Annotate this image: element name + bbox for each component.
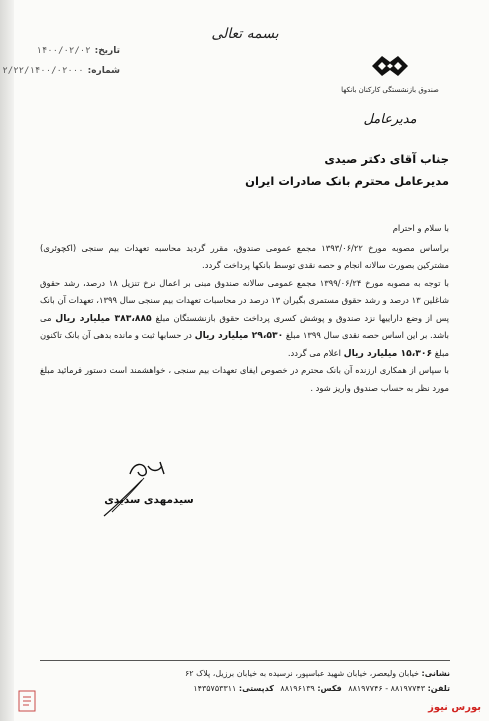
addressee-title: مدیرعامل محترم بانک صادرات ایران [245, 174, 449, 188]
paragraph-2-text-c: در حسابها ثبت و مانده بدهی آن بانک تاکنون مبلغ [40, 330, 449, 358]
organization-logo-icon [370, 52, 410, 80]
letter-footer [40, 666, 450, 696]
paragraph-2 [40, 275, 449, 363]
number-value: ۲/۲۲/۱۴۰۰/۰۲۰۰۰ [2, 66, 84, 76]
stamp-icon [16, 688, 38, 714]
signer-name: سیدمهدی سدیدی [104, 494, 194, 506]
paragraph-1: براساس مصوبه مورخ ۱۳۹۳/۰۶/۲۲ مجمع عمومی صندوق، مقرر گردید محاسبه تعهدات بیم سنجی (اکچوئری) مشترکین بصورت سالانه انجام و حصه نقدی توسط بانکها پرداخت گردد. [40, 242, 449, 270]
phone-label: تلفن: [427, 684, 450, 693]
footer-divider [40, 660, 450, 661]
footer-contact-row [40, 681, 450, 696]
phone-value: ۸۸۱۹۷۷۴۳ - ۸۸۱۹۷۷۴۶ [348, 684, 426, 693]
handwritten-signature [100, 452, 180, 520]
signer-role-handwritten: مدیرعامل [363, 112, 417, 127]
number-row [2, 66, 120, 76]
cash-share-amount: ۲۹،۵۳۰ میلیارد ریال [194, 330, 284, 341]
closing-paragraph: با سپاس از همکاری ارزنده آن بانک محترم در خصوص ایفای تعهدات بیم سنجی ، خواهشمند است دستور فرمائید مبلغ مورد نظر به حساب صندوق واریز شود . [40, 365, 449, 393]
fax-value: ۸۸۱۹۶۱۳۹ [280, 684, 315, 693]
paragraph-2-text-b: می باشد. بر این اساس حصه نقدی سال ۱۳۹۹ مبلغ [40, 312, 450, 340]
address-label: نشانی: [421, 669, 450, 678]
remaining-debt-amount: ۱۵،۳۰۶ میلیارد ریال [343, 347, 433, 359]
footer-address-row [40, 666, 450, 681]
postal-value: ۱۴۳۵۷۵۳۳۱۱ [193, 684, 237, 693]
number-label: شماره: [87, 66, 120, 76]
scan-edge [0, 0, 14, 721]
paragraph-2-text-a: با توجه به مصوبه مورخ ۱۳۹۹/۰۶/۲۴ مجمع عمومی سالانه صندوق مبنی بر اعمال نرخ تنزیل ۱۸ درصد، رشد حقوق شاغلین ۱۳ درصد و رشد حقوق مستمری بگیران ۱۳ درصد در محاسبات تعهدات بیم سنجی سال ۱۳۹۹، تعهدات آن بانک پس از وضع داراییها نزد صندوق و پوشش کسری پرداخت حقوق بازنشستگان مبلغ [40, 277, 450, 323]
addressee-name: جناب آقای دکتر صیدی [324, 152, 449, 166]
organization-name: صندوق بازنشستگی کارکنان بانکها [341, 86, 439, 94]
bismillah-heading: بسمه تعالی [211, 26, 279, 42]
fax-label: فکس: [317, 684, 342, 693]
postal-label: کدپستی: [238, 684, 274, 693]
letter-metadata [2, 46, 120, 86]
letter-body [40, 220, 449, 397]
addressee-block [149, 148, 449, 192]
date-row [10, 46, 120, 56]
date-value: ۱۴۰۰/۰۲/۰۲ [36, 46, 91, 56]
paragraph-2-text-d: اعلام می گردد. [287, 347, 341, 358]
date-label: تاریخ: [94, 46, 120, 56]
total-liability-amount: ۳۸۳،۸۸۵ میلیارد ریال [55, 312, 152, 324]
address-value: خیابان ولیعصر، خیابان شهید عباسپور، نرسیده به خیابان برزیل، پلاک ۶۲ [184, 669, 419, 678]
watermark-text: بورس نیوز [428, 702, 481, 713]
greeting: با سلام و احترام [392, 223, 449, 233]
